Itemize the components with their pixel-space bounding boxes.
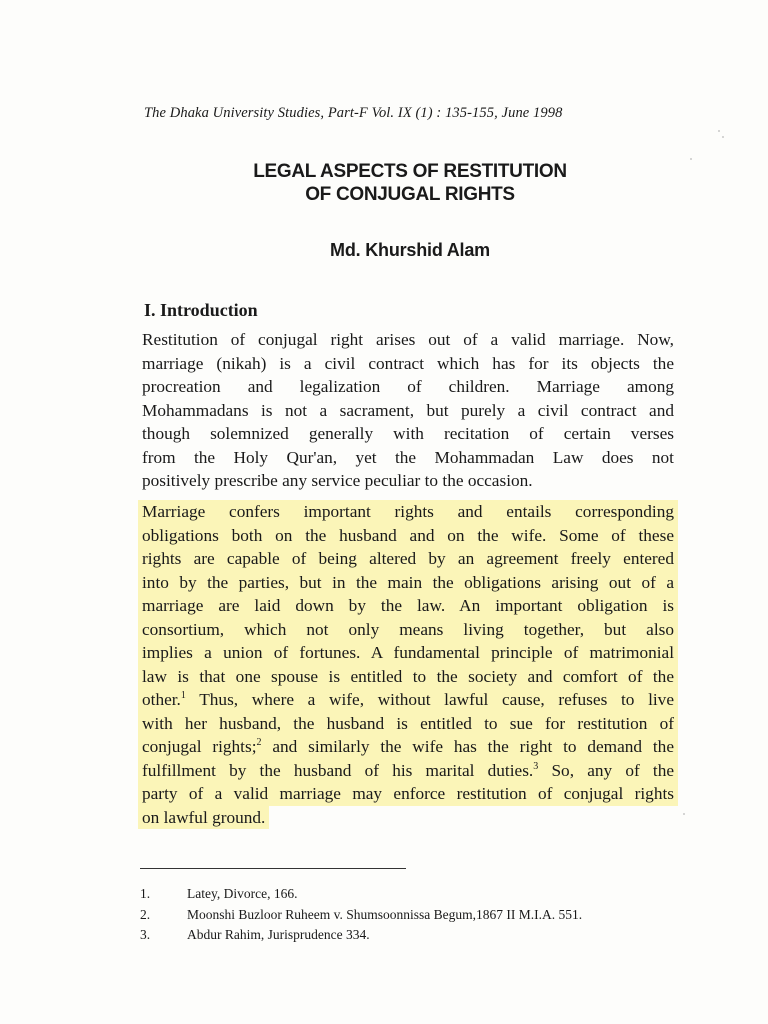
highlighted-line: party of a valid marriage may enforce restitution of conjugal rights <box>138 782 678 806</box>
footnote-item <box>140 925 700 946</box>
footnote-number: 3. <box>140 927 151 942</box>
footnote-text: Latey, Divorce, 166. <box>187 886 298 901</box>
article-author: Md. Khurshid Alam <box>330 240 490 260</box>
footnote-ref-1[interactable]: 1 <box>180 690 186 702</box>
paragraph-line: though solemnized generally with recitation of certain verses <box>142 424 674 443</box>
footnote-item <box>140 905 700 926</box>
scan-speck <box>690 158 692 160</box>
article-title-line-1: LEGAL ASPECTS OF RESTITUTION <box>253 161 567 182</box>
section-heading: I. Introduction <box>144 300 258 320</box>
line-fragment: other. <box>142 690 181 709</box>
highlighted-line: rights are capable of being altered by an agreement freely entered <box>138 547 678 571</box>
paragraph-line: Mohammadans is not a sacrament, but purely a civil contract and <box>142 400 674 420</box>
scan-speck <box>683 813 685 815</box>
footnote-divider <box>140 868 406 869</box>
footnote-item <box>140 884 700 905</box>
article-title <box>0 160 768 206</box>
journal-citation: The Dhaka University Studies, Part-F Vol. IX (1) : 135-155, June 1998 <box>144 105 563 121</box>
paragraph-introduction <box>138 328 678 493</box>
highlighted-line: Marriage confers important rights and entails corresponding <box>138 500 678 524</box>
highlighted-line <box>138 759 678 783</box>
line-fragment: Thus, where a wife, without lawful cause, refuses to live <box>185 690 674 709</box>
footnote-number: 1. <box>140 886 151 901</box>
footnote-ref-3[interactable]: 3 <box>533 760 539 772</box>
highlighted-line: into by the parties, but in the main the obligations arising out of a <box>138 571 678 595</box>
article-title-line-2: OF CONJUGAL RIGHTS <box>305 184 515 205</box>
highlighted-line <box>138 735 678 759</box>
line-fragment: fulfillment by the husband of his marital duties. <box>142 760 534 780</box>
highlighted-line: with her husband, the husband is entitled to sue for restitution of <box>138 712 678 736</box>
line-fragment: conjugal rights; <box>142 737 257 756</box>
footnotes <box>140 884 700 946</box>
highlighted-line: marriage are laid down by the law. An important obligation is <box>138 594 678 618</box>
highlighted-line: consortium, which not only means living together, but also <box>138 618 678 642</box>
footnote-text: Moonshi Buzloor Ruheem v. Shumsoonnissa Begum,1867 II M.I.A. 551. <box>187 906 583 922</box>
footnote-ref-2[interactable]: 2 <box>256 737 262 749</box>
highlighted-line: on lawful ground. <box>138 806 269 830</box>
line-fragment: So, any of the <box>538 760 675 780</box>
line-fragment: and similarly the wife has the right to demand the <box>261 737 674 756</box>
highlighted-line: law is that one spouse is entitled to the society and comfort of the <box>138 665 678 689</box>
footnote-number: 2. <box>140 906 151 922</box>
scan-speck <box>718 130 720 132</box>
highlighted-line: implies a union of fortunes. A fundamental principle of matrimonial <box>138 641 678 665</box>
paragraph-line: procreation and legalization of children. Marriage among <box>142 377 674 396</box>
paragraph-line: marriage (nikah) is a civil contract which has for its objects the <box>142 353 674 373</box>
paragraph-line: Restitution of conjugal right arises out of a valid marriage. Now, <box>142 330 674 349</box>
highlighted-paragraph <box>138 500 678 829</box>
scan-speck <box>722 136 724 138</box>
paragraph-line: from the Holy Qur'an, yet the Mohammadan Law does not <box>142 447 674 467</box>
highlighted-line <box>138 688 678 712</box>
paragraph-line: positively prescribe any service peculiar to the occasion. <box>142 471 533 490</box>
footnote-text: Abdur Rahim, Jurisprudence 334. <box>187 927 370 942</box>
highlighted-line: obligations both on the husband and on the wife. Some of these <box>138 524 678 548</box>
